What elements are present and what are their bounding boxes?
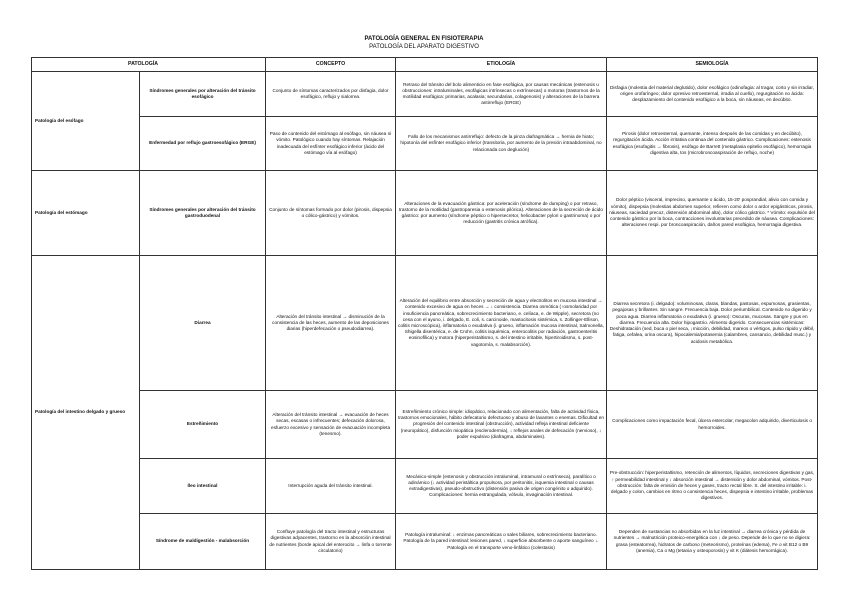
- table-row: [32, 459, 818, 514]
- pathology-table: [31, 57, 818, 570]
- group-label-intestino: Patología del intestino delgado y grueso: [32, 256, 140, 570]
- row-etiologia: Retraso del tránsito del bolo alimenticio en fase esofágica, por causas mecánicas (estenosis u obstrucciones: intraluminales, esofágicas intrínsecas o extrínsecas) o motoras (trastornos de la motilidad esofágica: primarias, acalasia; secundarias, colagenosis) y alteraciones de la barrera antirreflujo (ERGE): [396, 72, 607, 117]
- row-concepto: Interrupción aguda del tránsito intestinal.: [266, 459, 396, 514]
- group-label-estomago: Patología del estómago: [32, 171, 140, 256]
- row-semiologia: Dependen de sustancias no absorbidas en la luz intestinal → diarrea crónica y pérdida de nutrientes → malnutrición proteico-energética con ↓ de peso. Depende de lo que no se digiera: grasa (esteatorrea), hidratos de carbono (meteorismo), proteínas (edema), Fe o vit B12 o B9 (anemia), Ca o Mg (tetania y osteoporosis) y vit K (diátesis hemorrágica).: [607, 514, 818, 570]
- row-pathology-name: Enfermedad por reflujo gastroesofágico (ERGE): [140, 117, 266, 171]
- row-etiologia: Alteración del equilibrio entre absorción y secreción de agua y electrolitos en mucosa intestinal → contenido excesivo de agua en heces → ↓ consistencia. Diarrea osmótica (↑osmolaridad por insuficiencia pancreática, sobrecrecimiento bacteriano, e. celíaca, e. de Wipple), secretora (no cesa con el ayuno, i. delgado, E. coli, s. carcinoide, mastocitosis sistémica, s. Zollinger-Ellison, colitis microscópica), inflamatoria o exudativa (i. grueso, inflamación mucosa intestinal, Salmonella, Shigella disentérica, e. de Crohn, colitis isquémica, enterocolitis por radiación, gastroenteritis eosinofílica) y motora (hiperperistaltismo, s. del intestino irritable, hipertiroidismo, s. post-vagotomía, s. malabsorción).: [396, 256, 607, 391]
- row-pathology-name: Íleo intestinal: [140, 459, 266, 514]
- row-semiologia: Pre-obstrucción: hiperperistaltismo, retención de alimentos, líquidos, secreciones digestivas y gas, ↑ permeabilidad intestinal y ↓ absorción intestinal → distensión y dolor abdominal, vómitos. Post-obstrucción: falta de emisión de heces y gases, tracto rectal libre. S. del intestino irritable: i. delgado y colon, cambios en ritmo o consistencia heces, dispepsia e intestino irritable, problemas digestivos.: [607, 459, 818, 514]
- row-etiologia: Patología intraluminal: ↓ enzimas pancreáticas o sales biliares, sobrecrecimiento bacteriano. Patología de la pared intestinal: lesiones pared, ↓ superficie absorbente o aporte sanguíneo ↓. Patología en el transporte veno-linfático (colestasis): [396, 514, 607, 570]
- row-pathology-name: Síndrome de maldigestión - malabsorción: [140, 514, 266, 570]
- table-row: [32, 391, 818, 459]
- row-semiologia: Diarrea secretora (i. delgado): voluminosas, claras, blandas, pastosas, espumosas, grasientas, pegajosas y brillantes. Sin sangre. Frecuencia baja. Dolor periumbilical. Contenido no digerido y poca agua. Diarrea inflamatoria o exudativa (i. grueso): Oscuras, mucosas. Sangre y pus en diarrea. Frecuencia alta. Dolor hipogastrio. Alimento digerido. Consecuencias sistémicas: Deshidratación (sed, boca o piel seca, ↓micción, debilidad, mareos o vértigos, pulso rápido y débil, fatiga, cefalea, orina oscura), hipocalemia/potasemia (calambres, cansancio, debilidad musc.) y acidosis metabólica.: [607, 256, 818, 391]
- row-etiologia: Fallo de los mecanismos antirreflujo: defecto de la pinza diafragmática → hernia de hiato; hipotonía del esfínter esofágico inferior (transitoria, por aumento de la presión intraabdominal, no relacionada con deglución): [396, 117, 607, 171]
- header-semiologia: SEMIOLOGÍA: [607, 58, 818, 72]
- group-label-esofago: Patología del esófago: [32, 72, 140, 171]
- row-etiologia: Mecánico-simple (estenosis y obstrucción intraluminal, intramural o extrínseca), paralítico o adinámico (↓ actividad peristáltica propulsora, por peritonitis, isquemia intestinal o causas extradigestivas), pseudo-obstructivo (distensión pasiva de origen congénito o adquirido). Complicaciones: hernia estrangulada, vólvulo, invaginación intestinal.: [396, 459, 607, 514]
- row-semiologia: Disfagia (molestia del material deglutido), dolor esofágico (odinofagia: al tragar, corto y sin irradiar, origen orofaríngeo; dolor opresivo retroesternal, irradia al cuello), regurgitación no ácida: desplazamiento del contenido esofágico a la boca, sin náuseas, en decúbito.: [607, 72, 818, 117]
- table-row: [32, 72, 818, 117]
- row-etiologia: Alteraciones de la evacuación gástrica: por aceleración (síndrome de dumping) o por retraso, trastorno de la motilidad (gastroparesia o estenosis pilórica). Alteraciones de la secreción de ácido gástrico: por aumento (síndrome péptico o hipersecretor, helicobacter pylori o gastrinoma) o por reducción (gastritis crónica atrófica).: [396, 171, 607, 256]
- header-patologia: PATOLOGÍA: [32, 58, 266, 72]
- header-etiologia: ETIOLOGÍA: [396, 58, 607, 72]
- row-concepto: Conjunto de síntomas formado por dolor (pirosis, dispepsia o cólico-gástrico) y vómitos.: [266, 171, 396, 256]
- row-semiologia: Pirosis (dolor retroesternal, quemante, intenso después de las comidas y en decúbito), regurgitación ácida. Acción irritativa continua del contenido gástrico. Complicaciones: estenosis esofágica (esofagitis → fibrosis), esófago de Barrett (metaplasia epitelio esofágico), hemorragia digestiva alta, tos (microbroncoaspiración de reflujo, noche): [607, 117, 818, 171]
- table-row: [32, 514, 818, 570]
- row-pathology-name: Diarrea: [140, 256, 266, 391]
- table-row: [32, 256, 818, 391]
- table-row: [32, 117, 818, 171]
- header-concepto: CONCEPTO: [266, 58, 396, 72]
- row-concepto: Alteración del tránsito intestinal → evacuación de heces secas, escasas o infrecuentes; defecación dolorosa, esfuerzo excesivo y sensación de evacuación incompleta (tenesmo).: [266, 391, 396, 459]
- row-etiologia: Estreñimiento crónico simple: idiopático, relacionado con alimentación, falta de actividad física, trastornos emocionales, hábito defecatorio defectuoso y abuso de laxantes o enemas. Dificultad en progresión del contenido intestinal (obstrucción), actividad refleja intestinal deficiente (neuropático), disfunción miopática (esclerodermia), ↓ reflejos anales de defecación (nervioso), ↓ poder expulsivo (diafragma, abdominales).: [396, 391, 607, 459]
- document-subtitle: PATOLOGÍA DEL APARATO DIGESTIVO: [369, 44, 479, 50]
- row-pathology-name: Síndromes generales por alteración del tránsito esofágico: [140, 72, 266, 117]
- row-pathology-name: Estreñimiento: [140, 391, 266, 459]
- header-row: [32, 58, 818, 72]
- row-semiologia: Complicaciones como impactación fecal, úlcera estercolar, megacolon adquirido, diverticulosis o hemorroides.: [607, 391, 818, 459]
- document-title: PATOLOGÍA GENERAL EN FISIOTERAPIA: [364, 36, 484, 42]
- table-row: [32, 171, 818, 256]
- row-concepto: Paso de contenido del estómago al esófago, sin náusea ni vómito. Patológico cuando hay síntomas. Relajación inadecuada del esfínter esofágico inferior (ácido del estómago vía al esófago): [266, 117, 396, 171]
- row-concepto: Alteración del tránsito intestinal → disminución de la consistencia de las heces, aumento de las deposiciones diarias (hiperdefecación o pseudodiarrea).: [266, 256, 396, 391]
- row-pathology-name: Síndromes generales por alteración del tránsito gastroduodenal: [140, 171, 266, 256]
- row-semiologia: Dolor péptico (visceral, impreciso, quemante o ácido, 15-20' posprandial, alivio con comida y vómito), dispepsia (molestias abdomen superior, refieren como dolor o ardor epigástricos, pirosis, náuseas, saciedad precoz, distensión abdominal alta), dolor cólico gástrico. * Vómito: expulsión del contenido gástrico por la boca, contracciones involuntarias precedido de náusea. Complicaciones: alteraciones respi. por broncoaspiración, daños pared esofágica, hemorragia digestiva.: [607, 171, 818, 256]
- row-concepto: Confluye patología del tracto intestinal y estructuras digestivas adyacentes, trastorno en la absorción intestinal de nutrientes (borde apical del enterocito → linfa o torrente circulatorio): [266, 514, 396, 570]
- row-concepto: Conjunto de síntomas caracterizados por disfagia, dolor esofágico, reflujo y sialorrea.: [266, 72, 396, 117]
